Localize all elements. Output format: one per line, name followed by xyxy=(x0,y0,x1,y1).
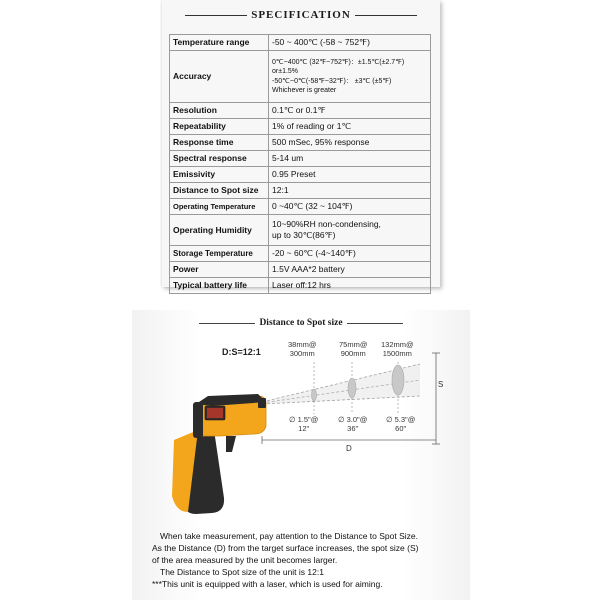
gun-nozzle xyxy=(258,398,266,408)
accuracy-line: 0℃~400℃ (32℉~752℉)：±1.5℃(±2.7℉) xyxy=(272,58,405,66)
spec-label: Operating Temperature xyxy=(170,199,269,215)
spot-distance-text: 300mm xyxy=(289,349,315,358)
spec-label: Storage Temperature xyxy=(170,246,269,262)
s-dimension-line xyxy=(432,353,440,444)
paragraph-line-1: When take measurement, pay attention to the Distance to Spot Size. xyxy=(160,531,418,541)
spot-diameter-text: ∅ 3.0"@ xyxy=(338,415,368,424)
spec-value: 500 mSec, 95% response xyxy=(269,135,431,151)
spot-2-ellipse xyxy=(348,378,356,398)
spot-diameter-text: ∅ 5.3"@ xyxy=(386,415,416,424)
spot-inches-text: 36" xyxy=(347,424,359,433)
axis-d-label: D xyxy=(346,444,352,453)
gun-trigger xyxy=(226,436,236,452)
spot-size-text: 132mm@ xyxy=(381,340,414,349)
spec-value: 0.1℃ or 0.1℉ xyxy=(269,103,431,119)
spec-value: 1.5V AAA*2 battery xyxy=(269,262,431,278)
spec-value: -50 ~ 400℃ (-58 ~ 752℉) xyxy=(269,35,431,51)
spec-label: Emissivity xyxy=(170,167,269,183)
spot-diameter-text: ∅ 1.5"@ xyxy=(289,415,319,424)
paragraph-line-5: ***This unit is equipped with a laser, which is used for aiming. xyxy=(152,579,383,589)
distance-title: Distance to Spot size xyxy=(259,318,343,328)
accuracy-line: -50℃~0℃(-58℉~32℉)： ±3℃ (±5℉) xyxy=(272,77,392,85)
spec-value: -20 ~ 60℃ (-4~140℉) xyxy=(269,246,431,262)
spot-3-ellipse xyxy=(392,365,404,395)
spec-label: Spectral response xyxy=(170,151,269,167)
paragraph-line-3: of the area measured by the unit becomes larger. xyxy=(152,555,338,565)
humidity-line: up to 30℃(86℉) xyxy=(272,230,336,240)
d-dimension-line xyxy=(262,436,436,444)
accuracy-line: or±1.5% xyxy=(272,68,299,75)
gun-display-screen xyxy=(207,408,223,418)
spec-label: Operating Humidity xyxy=(170,215,269,246)
ratio-label: D:S=12:1 xyxy=(222,347,261,357)
spec-label: Resolution xyxy=(170,103,269,119)
spec-label: Distance to Spot size xyxy=(170,183,269,199)
spec-label: Power xyxy=(170,262,269,278)
spot-size-text: 75mm@ xyxy=(339,340,368,349)
spot-size-text: 38mm@ xyxy=(288,340,317,349)
spot-distance-text: 1500mm xyxy=(382,349,412,358)
spec-value: 12:1 xyxy=(269,183,431,199)
spec-label: Accuracy xyxy=(170,51,269,103)
axis-s-label: S xyxy=(438,380,444,389)
gun-rear xyxy=(193,402,203,438)
spot-inches-text: 12" xyxy=(298,424,310,433)
humidity-line: 10~90%RH non-condensing, xyxy=(272,219,381,229)
spot-inches-text: 60" xyxy=(395,424,407,433)
spec-label: Typical battery life xyxy=(170,278,269,294)
paragraph-line-4: The Distance to Spot size of the unit is 12:1 xyxy=(160,567,324,577)
spec-label: Response time xyxy=(170,135,269,151)
spot-1-ellipse xyxy=(312,389,317,401)
spec-value: 1% of reading or 1℃ xyxy=(269,119,431,135)
spec-value: Laser off:12 hrs xyxy=(269,278,431,294)
spec-label: Repeatability xyxy=(170,119,269,135)
accuracy-line: Whichever is greater xyxy=(272,87,337,94)
spot-distance-text: 900mm xyxy=(340,349,366,358)
paragraph-line-2: As the Distance (D) from the target surface increases, the spot size (S) xyxy=(152,543,419,553)
spec-value: 5-14 um xyxy=(269,151,431,167)
spec-label: Temperature range xyxy=(170,35,269,51)
spec-value: 0 ~40℃ (32 ~ 104℉) xyxy=(269,199,431,215)
thermometer-gun-icon xyxy=(172,394,266,514)
spec-value: 0.95 Preset xyxy=(269,167,431,183)
spec-title: SPECIFICATION xyxy=(251,9,351,21)
